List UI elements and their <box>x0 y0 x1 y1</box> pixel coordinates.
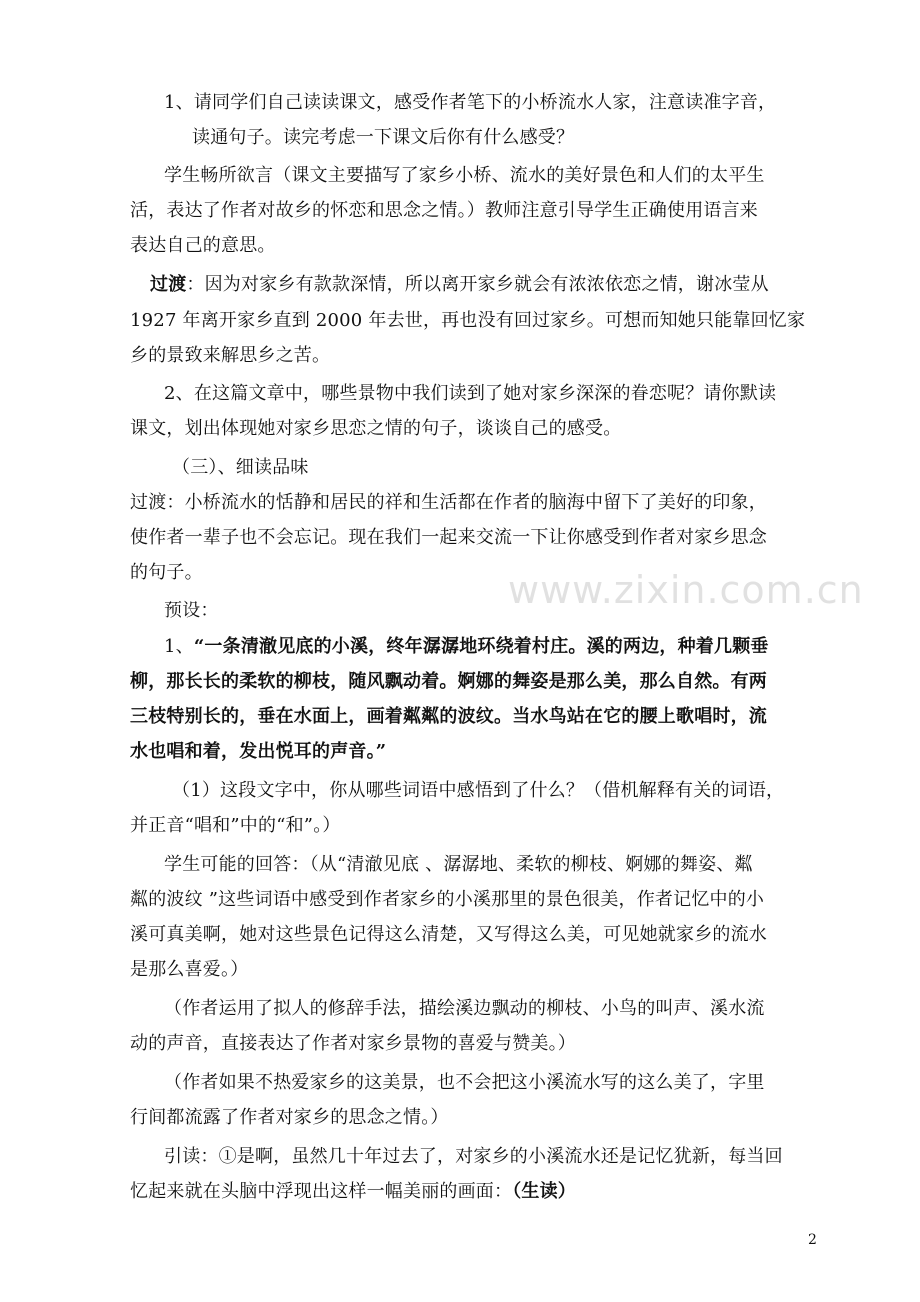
text-line: 活，表达了作者对故乡的怀恋和思念之情。）教师注意引导学生正确使用语言来 <box>130 200 758 221</box>
text-line: 粼的波纹 ”这些词语中感受到作者家乡的小溪那里的景色很美，作者记忆中的小 <box>130 889 765 910</box>
text-line: （1）这段文字中，你从哪些词语中感悟到了什么？（借机解释有关的词语， <box>172 780 785 801</box>
list-number: 1、 <box>164 636 194 657</box>
text-line: 预设： <box>164 600 219 621</box>
text-line: 使作者一辈子也不会忘记。现在我们一起来交流一下让你感受到作者对家乡思念 <box>130 527 767 548</box>
text-line: （作者运用了拟人的修辞手法，描绘溪边飘动的柳枝、小鸟的叫声、溪水流 <box>164 998 765 1019</box>
text-line: 1、请同学们自己读读课文，感受作者笔下的小桥流水人家，注意读准字音， <box>164 92 777 113</box>
text-line: 2、在这篇文章中，哪些景物中我们读到了她对家乡深深的眷恋呢？请你默读 <box>164 383 777 404</box>
text-line: 动的声音，直接表达了作者对家乡景物的喜爱与赞美。） <box>130 1033 576 1054</box>
text-fragment: ：因为对家乡有款款深情，所以离开家乡就会有浓浓依恋之情，谢冰莹从 <box>186 274 769 295</box>
watermark: www.zixin.com.cn <box>508 568 864 612</box>
text-line <box>164 634 769 660</box>
text-line: 课文，划出体现她对家乡思恋之情的句子，谈谈自己的感受。 <box>130 418 622 439</box>
quote-text: “一条清澈见底的小溪，终年潺潺地环绕着村庄。溪的两边，种着几颗垂 <box>193 636 769 657</box>
text-line: 学生可能的回答：（从“清澈见底 、潺潺地、柔软的柳枝、婀娜的舞姿、粼 <box>164 854 753 875</box>
text-line: 1927 年离开家乡直到 2000 年去世，再也没有回过家乡。可想而知她只能靠回忆家 <box>130 310 806 331</box>
section-heading: （三）、细读品味 <box>172 457 309 478</box>
text-line: 的句子。 <box>130 562 203 583</box>
text-line: 引读：①是啊，虽然几十年过去了，对家乡的小溪流水还是记忆犹新，每当回 <box>164 1146 783 1167</box>
text-line <box>150 272 769 298</box>
text-line: 并正音“唱和”中的“和”。） <box>130 815 341 836</box>
student-read-label: （生读） <box>512 1181 577 1202</box>
text-line: 溪可真美啊，她对这些景色记得这么清楚，又写得这么美，可见她就家乡的流水 <box>130 924 767 945</box>
page-number: 2 <box>808 1232 817 1248</box>
transition-label: 过渡 <box>150 274 187 295</box>
text-line: （作者如果不热爱家乡的这美景，也不会把这小溪流水写的这么美了，字里 <box>164 1072 765 1093</box>
text-line: 是那么喜爱。） <box>130 959 249 980</box>
text-line: 行间都流露了作者对家乡的思念之情。） <box>130 1107 449 1128</box>
text-line: 读通句子。读完考虑一下课文后你有什么感受？ <box>192 127 575 148</box>
text-line: 学生畅所欲言（课文主要描写了家乡小桥、流水的美好景色和人们的太平生 <box>164 165 765 186</box>
text-fragment: 忆起来就在头脑中浮现出这样一幅美丽的画面： <box>130 1181 513 1202</box>
text-line: 乡的景致来解思乡之苦。 <box>130 345 331 366</box>
text-line <box>130 1179 576 1205</box>
quote-line: 三枝特别长的，垂在水面上，画着粼粼的波纹。当水鸟站在它的腰上歌唱时，流 <box>130 706 767 727</box>
text-line: 过渡：小桥流水的恬静和居民的祥和生活都在作者的脑海中留下了美好的印象， <box>130 492 767 513</box>
quote-line: 柳，那长长的柔软的柳枝，随风飘动着。婀娜的舞姿是那么美，那么自然。有两 <box>130 671 767 692</box>
quote-line: 水也唱和着，发出悦耳的声音。” <box>130 741 387 762</box>
text-line: 表达自己的意思。 <box>130 235 276 256</box>
